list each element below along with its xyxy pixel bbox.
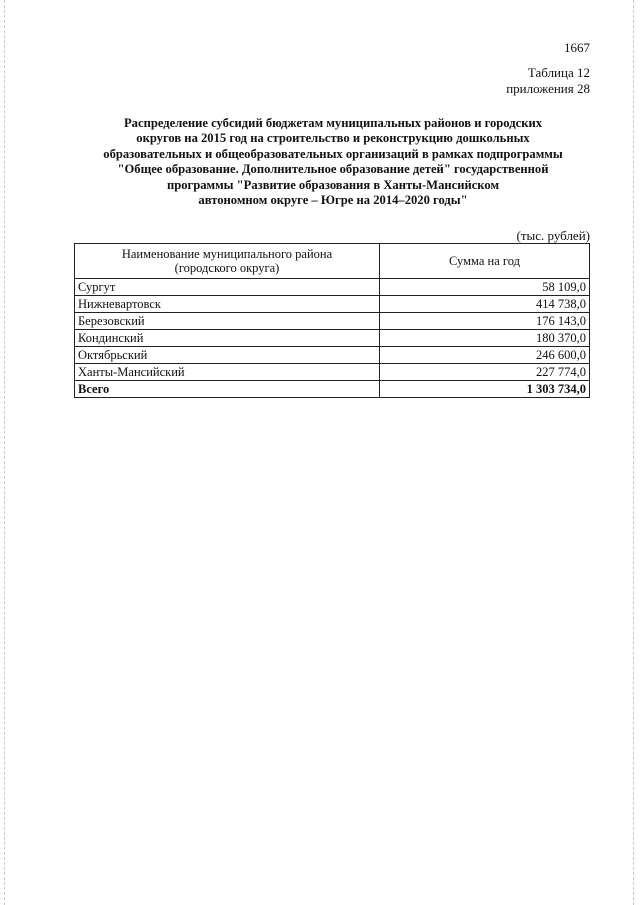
title-line: "Общее образование. Дополнительное образование детей" государственной [117,162,549,177]
units-label: (тыс. рублей) [516,228,590,243]
total-label: Всего [75,381,380,398]
row-amount: 180 370,0 [380,330,590,347]
row-amount: 176 143,0 [380,313,590,330]
table-reference-appendix: приложения 28 [506,81,590,96]
scan-edge-right [633,0,634,905]
table-row [75,279,590,296]
row-municipality: Октябрьский [75,347,380,364]
table-row [75,347,590,364]
title-line: образовательных и общеобразовательных организаций в рамках подпрограммы [103,146,563,161]
title-line: автономном округе – Югре на 2014–2020 годы" [198,193,468,208]
row-municipality: Березовский [75,313,380,330]
row-municipality: Сургут [75,279,380,296]
row-amount: 414 738,0 [380,296,590,313]
total-amount: 1 303 734,0 [380,381,590,398]
row-amount: 246 600,0 [380,347,590,364]
table-reference-number: Таблица 12 [527,65,590,80]
table-row [75,364,590,381]
table-row [75,296,590,313]
title-line: программы "Развитие образования в Ханты-Мансийском [166,177,500,192]
scan-edge-left [4,0,5,905]
row-municipality: Нижневартовск [75,296,380,313]
title-line: округов на 2015 год на строительство и реконструкцию дошкольных [136,131,530,146]
page-number: 1667 [564,40,590,55]
row-amount: 227 774,0 [380,364,590,381]
title-line: Распределение субсидий бюджетам муниципальных районов и городских [123,116,543,130]
table-header-row [75,244,590,279]
subsidy-table [74,243,590,398]
row-municipality: Ханты-Мансийский [75,364,380,381]
row-municipality: Кондинский [75,330,380,347]
header-municipality-line2: (городского округа) [174,261,280,275]
document-title [60,116,606,208]
table-row [75,313,590,330]
table-row [75,330,590,347]
row-amount: 58 109,0 [380,279,590,296]
header-municipality [75,244,380,279]
header-municipality-line1: Наименование муниципального района [121,247,333,261]
table-total-row [75,381,590,398]
header-amount: Сумма на год [380,244,590,279]
table-reference [506,65,590,97]
